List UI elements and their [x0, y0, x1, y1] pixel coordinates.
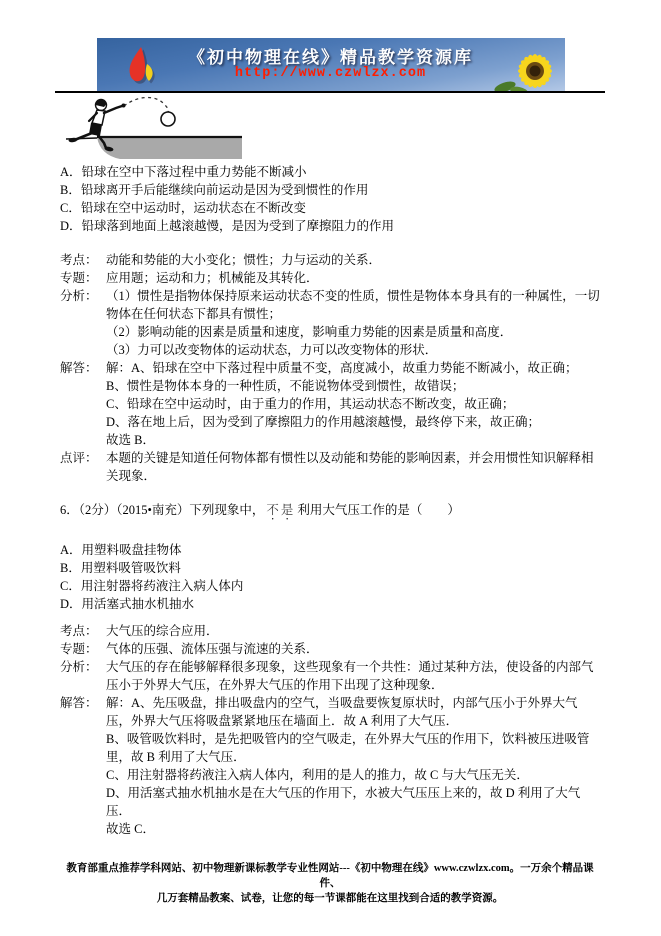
q6-title-emphasis: 不是 — [266, 503, 296, 517]
shotput-figure — [64, 95, 601, 163]
section-line: （1）惯性是指物体保持原来运动状态不变的性质，惯性是物体本身具有的一种属性，一切物体在任何状态下都具有惯性； — [106, 289, 600, 321]
section-label: 分析： — [60, 289, 98, 303]
q5-section-kaodian — [60, 251, 601, 269]
q6-option-b: B．用塑料吸管吸饮料 — [60, 561, 181, 575]
section-label: 专题： — [60, 642, 98, 656]
section-line: 解：A、先压吸盘，排出吸盘内的空气，当吸盘要恢复原状时，内部气压小于外界大气压，外界大气压将吸盘紧紧地压在墙面上．故 A 利用了大气压． — [106, 696, 578, 728]
section-line: 大气压的存在能够解释很多现象，这些现象有一个共性：通过某种方法，使设备的内部气压小于外界大气压，在外界大气压的作用下出现了这种现象． — [106, 660, 594, 692]
q6-title-suffix: 利用大气压工作的是（ ） — [297, 503, 460, 517]
q5-option-d: D．铅球落到地面上越滚越慢，是因为受到了摩擦阻力的作用 — [60, 219, 395, 233]
section-label: 考点： — [60, 624, 98, 638]
q6-section-jieda — [60, 694, 601, 838]
q5-section-jieda — [60, 359, 601, 449]
section-line: B、吸管吸饮料时，是先把吸管内的空气吸走，在外界大气压的作用下，饮料被压进吸管里，故 B 利用了大气压． — [106, 732, 590, 764]
q6-title — [60, 501, 601, 523]
section-label: 分析： — [60, 660, 98, 674]
section-line: B、惯性是物体本身的一种性质，不能说物体受到惯性，故错误； — [106, 379, 465, 393]
section-line: 故选 C． — [106, 822, 155, 836]
section-line: D、用活塞式抽水机抽水是在大气压的作用下，水被大气压压上来的，故 D 利用了大气压． — [106, 786, 581, 818]
q6-title-prefix: 6．（2分）（2015•南充）下列现象中， — [60, 503, 265, 517]
section-label: 解答： — [60, 696, 98, 710]
q5-section-fenxi — [60, 287, 601, 359]
section-line: （2）影响动能的因素是质量和速度，影响重力势能的因素是质量和高度． — [106, 325, 513, 339]
section-label: 点评： — [60, 451, 98, 465]
site-banner — [97, 38, 565, 91]
section-label: 解答： — [60, 361, 98, 375]
banner-url: http://www.czwlzx.com — [234, 66, 427, 81]
header-divider — [55, 91, 605, 93]
section-line: （3）力可以改变物体的运动状态，力可以改变物体的形状． — [106, 343, 438, 357]
q5-option-a: A．铅球在空中下落过程中重力势能不断减小 — [60, 165, 307, 179]
q6-section-fenxi — [60, 658, 601, 694]
section-line: C、铅球在空中运动时，由于重力的作用，其运动状态不断改变，故正确； — [106, 397, 515, 411]
footer-line: 几万套精品教案、试卷，让您的每一节课都能在这里找到合适的教学资源。 — [156, 893, 504, 904]
section-label: 专题： — [60, 271, 98, 285]
section-line: 解：A、铅球在空中下落过程中质量不变，高度减小，故重力势能不断减小，故正确； — [106, 361, 578, 375]
section-line: 本题的关键是知道任何物体都有惯性以及动能和势能的影响因素，并会用惯性知识解释相关现象． — [106, 451, 594, 483]
section-line: 气体的压强、流体压强与流速的关系． — [106, 642, 319, 656]
q6-section-kaodian — [60, 622, 601, 640]
q6-option-a: A．用塑料吸盘挂物体 — [60, 543, 182, 557]
section-label: 考点： — [60, 253, 98, 267]
section-line: 大气压的综合应用． — [106, 624, 219, 638]
q6-option-d: D．用活塞式抽水机抽水 — [60, 597, 195, 611]
q6-section-zhuanti — [60, 640, 601, 658]
sunflower-image — [485, 43, 565, 91]
q5-section-dianping — [60, 449, 601, 485]
section-line: 动能和势能的大小变化；惯性；力与运动的关系． — [106, 253, 382, 267]
footer-line: 教育部重点推荐学科网站、初中物理新课标教学专业性网站---《初中物理在线》www.czwlzx.com。一万余个精品课件、 — [66, 863, 594, 889]
q6-options — [60, 541, 601, 613]
q5-option-c: C．铅球在空中运动时，运动状态在不断改变 — [60, 201, 306, 215]
q5-section-zhuanti — [60, 269, 601, 287]
section-line: C、用注射器将药液注入病人体内，利用的是人的推力，故 C 与大气压无关． — [106, 768, 529, 782]
q6-option-c: C．用注射器将药液注入病人体内 — [60, 579, 244, 593]
section-line: 应用题；运动和力；机械能及其转化． — [106, 271, 319, 285]
banner-title: 《初中物理在线》精品教学资源库 — [188, 48, 473, 67]
section-line: D、落在地上后，因为受到了摩擦阻力的作用越滚越慢，最终停下来，故正确； — [106, 415, 541, 429]
section-line: 故选 B． — [106, 433, 155, 447]
page-footer — [60, 861, 600, 906]
q5-options — [60, 163, 601, 235]
q5-option-b: B．铅球离开手后能继续向前运动是因为受到惯性的作用 — [60, 183, 369, 197]
